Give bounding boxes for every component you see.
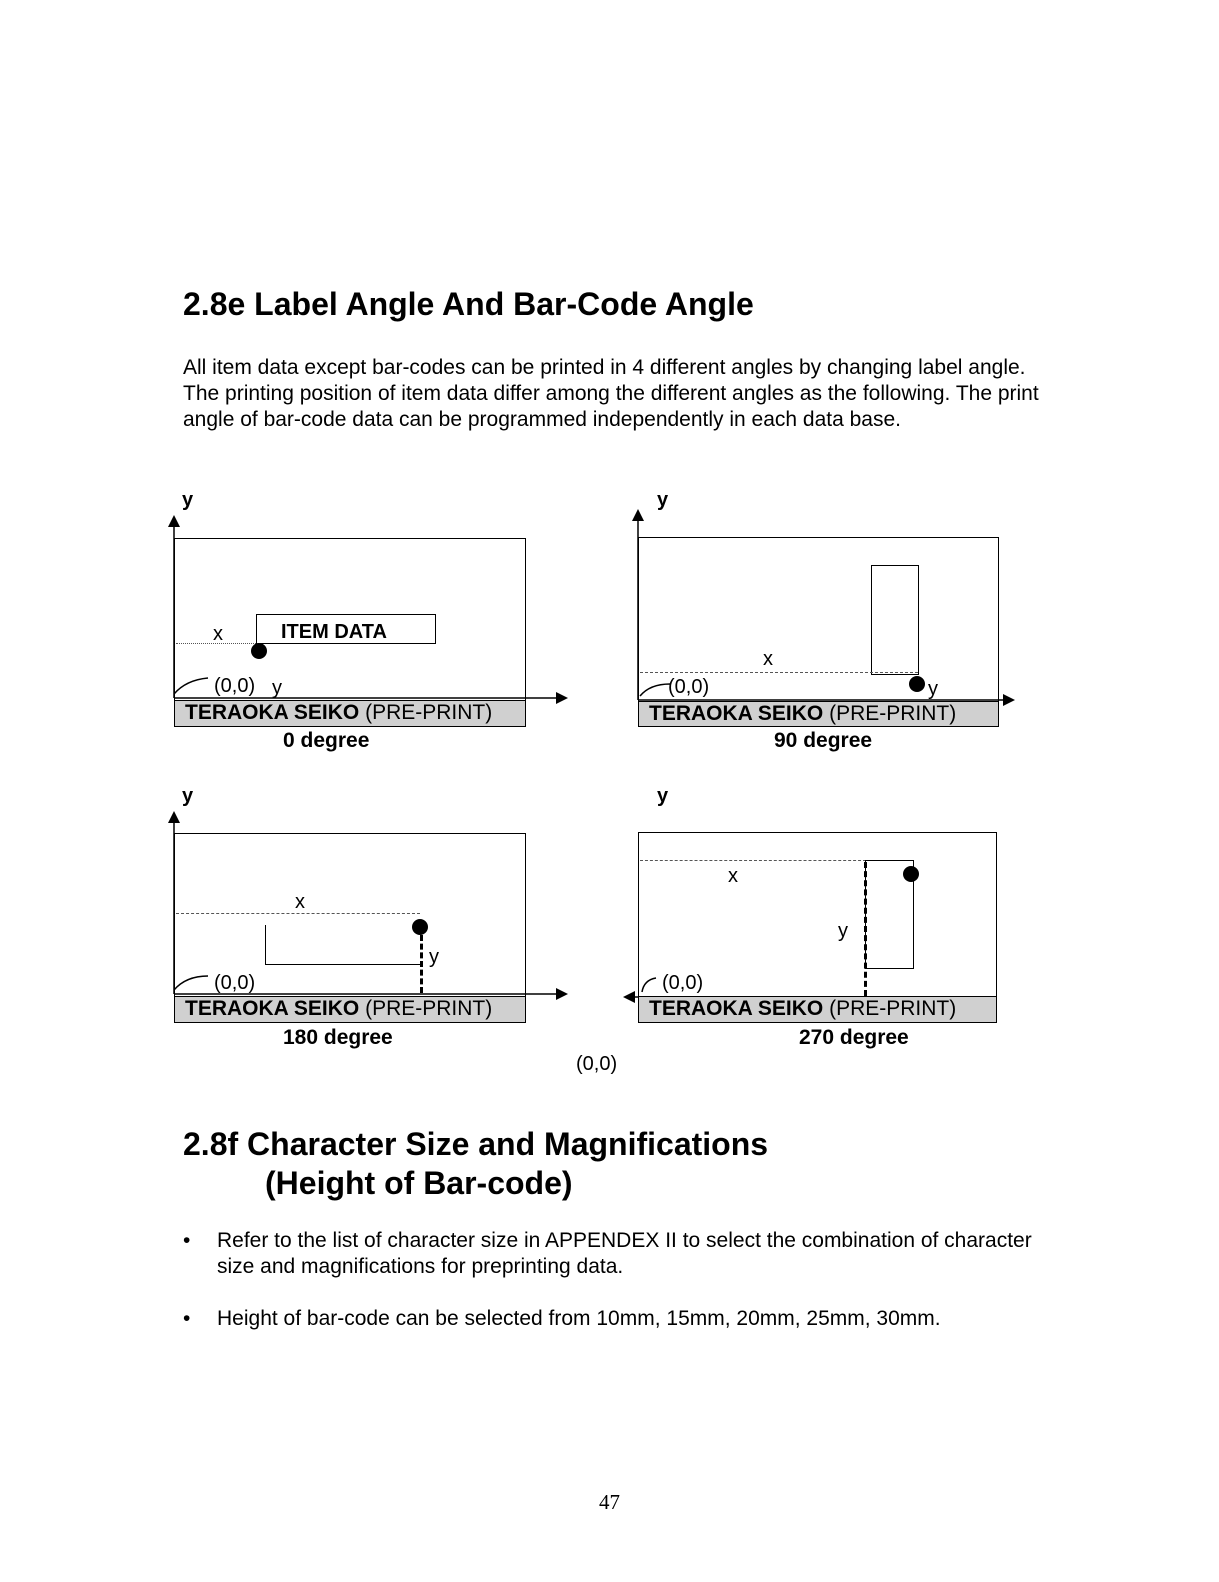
list-item bbox=[183, 1228, 1063, 1280]
d3-origin-label: (0,0) bbox=[214, 972, 256, 994]
d4-origin-label: (0,0) bbox=[662, 972, 704, 994]
d4-brand: TERAOKA SEIKO bbox=[649, 997, 824, 1020]
d1-brand: TERAOKA SEIKO bbox=[185, 701, 360, 724]
d1-x-guide bbox=[176, 643, 258, 644]
d3-item-bottom bbox=[265, 964, 420, 965]
d2-item-box bbox=[871, 565, 919, 675]
bullet-text: Height of bar-code can be selected from 10mm, 15mm, 20mm, 25mm, 30mm. bbox=[217, 1307, 941, 1330]
d3-axis-y: y bbox=[182, 785, 194, 807]
section-f-title: 2.8f Character Size and Magnifications bbox=[183, 1126, 769, 1162]
d2-caption: 90 degree bbox=[774, 729, 873, 752]
d2-axis-y: y bbox=[657, 489, 669, 511]
d3-x-label: x bbox=[295, 891, 305, 913]
page-number: 47 bbox=[599, 1490, 620, 1514]
d4-caption: 270 degree bbox=[799, 1026, 909, 1049]
list-item bbox=[183, 1306, 1063, 1332]
d2-origin-dot bbox=[909, 676, 925, 692]
center-origin-label: (0,0) bbox=[576, 1053, 618, 1075]
d2-note: (PRE-PRINT) bbox=[829, 702, 957, 725]
section-f-bullets bbox=[183, 1228, 1063, 1358]
d2-brand: TERAOKA SEIKO bbox=[649, 702, 824, 725]
d3-x-guide bbox=[176, 913, 420, 914]
d4-y-label: y bbox=[838, 920, 848, 942]
d2-x-guide bbox=[640, 672, 918, 673]
d4-x-label: x bbox=[728, 865, 738, 887]
d4-axis-y: y bbox=[657, 785, 669, 807]
d1-y-label: y bbox=[272, 677, 282, 699]
d3-preprint-band bbox=[174, 996, 526, 1023]
d3-origin-dot bbox=[412, 919, 428, 935]
d1-axis-y: y bbox=[182, 489, 194, 511]
d2-label-frame bbox=[638, 537, 999, 727]
d3-y-guide bbox=[420, 935, 423, 993]
d3-item-left bbox=[265, 925, 266, 965]
d2-preprint-band bbox=[638, 701, 999, 727]
d1-preprint-band bbox=[174, 700, 526, 727]
d2-origin-label: (0,0) bbox=[668, 676, 710, 698]
d4-y-guide bbox=[864, 862, 867, 996]
d4-origin-dot bbox=[903, 866, 919, 882]
d3-caption: 180 degree bbox=[283, 1026, 393, 1049]
d1-x-label: x bbox=[213, 623, 223, 645]
d1-origin-dot bbox=[251, 643, 267, 659]
section-e-title: 2.8e Label Angle And Bar-Code Angle bbox=[183, 286, 754, 322]
d4-x-guide bbox=[640, 860, 866, 861]
d3-label-frame bbox=[174, 833, 526, 1023]
section-e-paragraph: All item data except bar-codes can be printed in 4 different angles by changing label angle. The printing position of item data differ among the different angles as the following. The print angle of bar-code data can be programmed independently in each data base. bbox=[183, 356, 1039, 431]
d2-y-label: y bbox=[928, 678, 938, 700]
section-f-subtitle: (Height of Bar-code) bbox=[265, 1165, 573, 1201]
bullet-text: Refer to the list of character size in APPENDEX II to select the combination of character size and magnifications for preprinting data. bbox=[217, 1229, 1032, 1278]
d1-origin-label: (0,0) bbox=[214, 675, 256, 697]
d4-preprint-band bbox=[638, 996, 997, 1023]
d2-x-label: x bbox=[763, 648, 773, 670]
d1-note: (PRE-PRINT) bbox=[365, 701, 493, 724]
d3-note: (PRE-PRINT) bbox=[365, 997, 493, 1020]
d1-caption: 0 degree bbox=[283, 729, 370, 752]
bullet-marker: • bbox=[183, 1307, 191, 1330]
bullet-marker: • bbox=[183, 1229, 191, 1252]
d3-brand: TERAOKA SEIKO bbox=[185, 997, 360, 1020]
d1-item-data: ITEM DATA bbox=[281, 621, 387, 643]
d4-note: (PRE-PRINT) bbox=[829, 997, 957, 1020]
d3-y-label: y bbox=[429, 946, 439, 968]
